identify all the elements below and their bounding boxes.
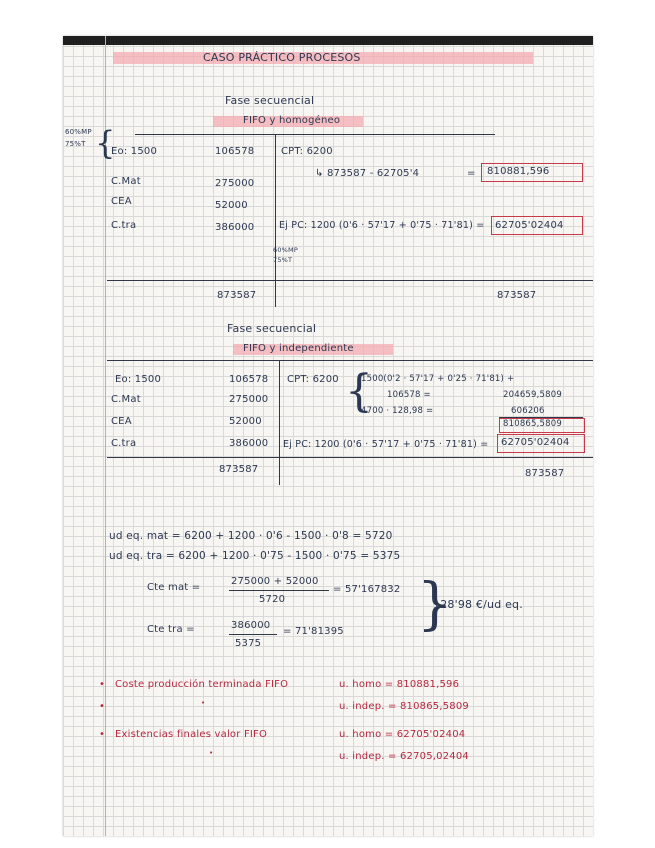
phase2-top-rule — [107, 360, 593, 361]
ditto-mark: • — [209, 749, 214, 757]
cte-mat-label: Cte mat = — [147, 582, 201, 593]
ditto-mark: • — [201, 699, 206, 707]
equivalent-units-mat: ud eq. mat = 6200 + 1200 · 0'6 - 1500 · 0'8 = 5720 — [109, 530, 393, 542]
summary-item2-label: Existencias finales valor FIFO — [115, 729, 268, 740]
phase2-row-value: 275000 — [229, 394, 269, 405]
summary-item2-indep: u. indep. = 62705,02404 — [339, 751, 469, 762]
phase2-calc-result: 606206 — [511, 406, 545, 416]
total-unit-cost: 128'98 €/ud eq. — [433, 598, 523, 611]
phase2-row-value: 386000 — [229, 438, 269, 449]
phase1-row-label: Eo: 1500 — [111, 146, 158, 157]
phase2-row-label: Eo: 1500 — [115, 374, 162, 385]
phase1-row-value: 386000 — [215, 222, 255, 233]
phase1-ej-note-2: 75%T — [273, 256, 293, 264]
bullet-icon: • — [99, 679, 106, 690]
phase2-row-value: 52000 — [229, 416, 262, 427]
phase1-row-label: C.Mat — [111, 176, 141, 187]
phase1-top-rule — [135, 134, 495, 135]
summary-item1-homo: u. homo = 810881,596 — [339, 679, 460, 690]
phase1-cpt-calc: ↳ 873587 - 62705'4 — [315, 168, 420, 179]
equivalent-units-tra: ud eq. tra = 6200 + 1200 · 0'75 - 1500 · 0'75 = 5375 — [109, 550, 401, 562]
page-title: CASO PRÁCTICO PROCESOS — [203, 51, 361, 64]
phase1-row-value: 52000 — [215, 200, 248, 211]
phase2-calc-result: 204659,5809 — [503, 390, 562, 400]
cte-brace: } — [417, 572, 453, 637]
cte-mat-fraction-bar — [229, 590, 329, 591]
phase2-total-right: 873587 — [525, 468, 565, 479]
phase1-total-rule — [107, 280, 593, 281]
equals-sign: = — [467, 168, 476, 179]
phase2-divider — [279, 361, 280, 485]
phase1-subheading: FIFO y homogéneo — [243, 115, 341, 126]
cte-mat-result: = 57'167832 — [333, 584, 401, 595]
summary-item1-label: Coste producción terminada FIFO — [115, 679, 289, 690]
phase1-row-label: CEA — [111, 196, 132, 207]
phase1-ej-note-1: 60%MP — [273, 246, 298, 254]
phase2-ej-result: 62705'02404 — [501, 437, 570, 448]
phase1-divider — [275, 135, 276, 307]
phase1-ej-pc: Ej PC: 1200 (0'6 · 57'17 + 0'75 · 71'81) = — [279, 220, 485, 231]
summary-item1-indep: u. indep. = 810865,5809 — [339, 701, 469, 712]
phase2-subheading: FIFO y independiente — [243, 343, 354, 354]
phase1-cpt-result: 810881,596 — [487, 166, 550, 177]
phase1-margin-brace: { — [95, 124, 116, 162]
phase2-row-label: C.Mat — [111, 394, 141, 405]
cte-tra-label: Cte tra = — [147, 624, 195, 635]
cte-tra-fraction-bar — [229, 634, 277, 635]
cte-mat-numerator: 275000 + 52000 — [231, 576, 319, 587]
phase2-total-left: 873587 — [219, 464, 259, 475]
phase1-row-value: 106578 — [215, 146, 255, 157]
phase1-row-value: 275000 — [215, 178, 255, 189]
notebook-page — [63, 36, 593, 836]
summary-item2-homo: u. homo = 62705'02404 — [339, 729, 466, 740]
bullet-icon: • — [99, 729, 106, 740]
phase2-ej-pc: Ej PC: 1200 (0'6 · 57'17 + 0'75 · 71'81) = — [283, 439, 489, 450]
cte-tra-denominator: 5375 — [235, 638, 262, 649]
phase1-row-label: C.tra — [111, 220, 137, 231]
phase2-total-rule — [107, 457, 593, 458]
cte-mat-denominator: 5720 — [259, 594, 286, 605]
phase1-margin-note-1: 60%MP — [65, 128, 92, 136]
phase1-margin-note-2: 75%T — [65, 140, 86, 148]
phase2-heading: Fase secuencial — [227, 322, 317, 335]
bullet-icon: • — [99, 701, 106, 712]
phase1-heading: Fase secuencial — [225, 94, 315, 107]
phase1-total-right: 873587 — [497, 290, 537, 301]
phase2-cpt: CPT: 6200 — [287, 374, 339, 385]
cte-tra-result: = 71'81395 — [283, 626, 344, 637]
phase2-calc-line: 4700 · 128,98 = — [361, 406, 434, 416]
phase2-calc-line: 1500(0'2 · 57'17 + 0'25 · 71'81) + — [361, 374, 515, 384]
phase2-calc-line: 106578 = — [387, 390, 431, 400]
phase1-cpt: CPT: 6200 — [281, 146, 333, 157]
phase2-cpt-result: 810865,5809 — [503, 419, 562, 429]
phase2-row-value: 106578 — [229, 374, 269, 385]
cte-tra-numerator: 386000 — [231, 620, 271, 631]
phase1-ej-result: 62705'02404 — [495, 220, 564, 231]
phase1-total-left: 873587 — [217, 290, 257, 301]
phase2-row-label: CEA — [111, 416, 132, 427]
phase2-calc-brace: { — [345, 366, 373, 417]
page-top-edge — [63, 36, 593, 45]
phase2-row-label: C.tra — [111, 438, 137, 449]
